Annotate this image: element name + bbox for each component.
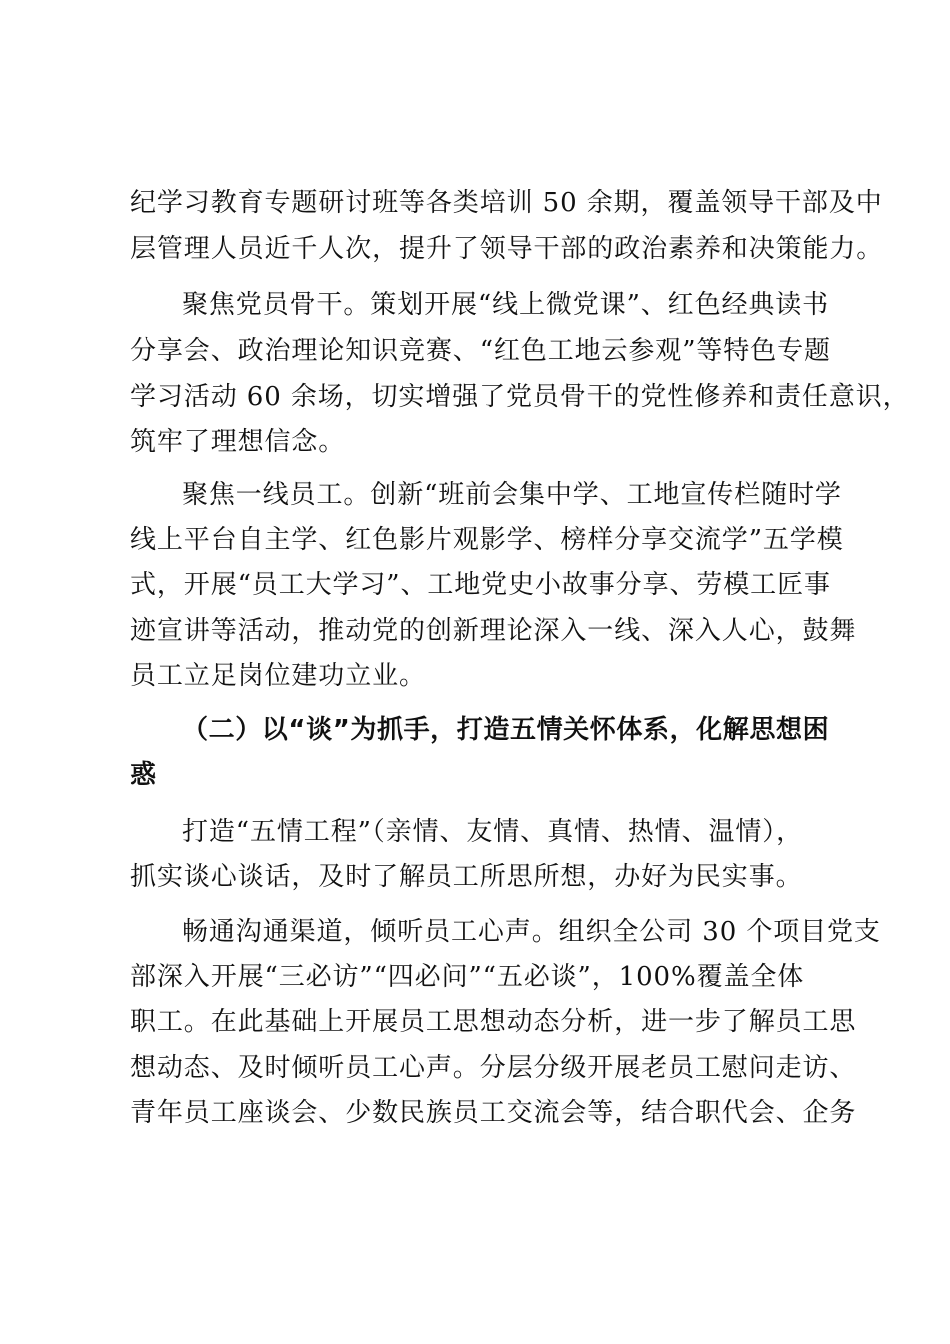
paragraph-5-line-1: 畅通沟通渠道，倾听员工心声。组织全公司 30 个项目党支: [182, 917, 881, 947]
paragraph-3-line-4: 迹宣讲等活动，推动党的创新理论深入一线、深入人心，鼓舞: [130, 616, 857, 646]
paragraph-2-line-3: 学习活动 60 余场，切实增强了党员骨干的党性修养和责任意识，: [130, 382, 910, 412]
section-heading-line-1: （二）以“谈”为抓手，打造五情关怀体系，化解思想困: [182, 715, 830, 745]
paragraph-2-line-4: 筑牢了理想信念。: [130, 427, 346, 457]
paragraph-3-line-2: 线上平台自主学、红色影片观影学、榜样分享交流学”五学模: [130, 525, 844, 555]
paragraph-1-line-1: 纪学习教育专题研讨班等各类培训 50 余期，覆盖领导干部及中: [130, 188, 883, 218]
section-heading-line-2: 惑: [130, 760, 157, 790]
paragraph-5-line-5: 青年员工座谈会、少数民族员工交流会等，结合职代会、企务: [130, 1098, 857, 1128]
paragraph-3-line-1: 聚焦一线员工。创新“班前会集中学、工地宣传栏随时学: [182, 480, 842, 510]
paragraph-1-line-2: 层管理人员近千人次，提升了领导干部的政治素养和决策能力。: [130, 234, 884, 264]
paragraph-4-line-2: 抓实谈心谈话，及时了解员工所思所想，办好为民实事。: [130, 862, 803, 892]
paragraph-5-line-3: 职工。在此基础上开展员工思想动态分析，进一步了解员工思: [130, 1007, 857, 1037]
paragraph-3-line-5: 员工立足岗位建功立业。: [130, 661, 426, 691]
paragraph-3-line-3: 式，开展“员工大学习”、工地党史小故事分享、劳模工匠事: [130, 570, 831, 600]
paragraph-2-line-1: 聚焦党员骨干。策划开展“线上微党课”、红色经典读书: [182, 290, 830, 320]
paragraph-5-line-2: 部深入开展“三必访”“四必问”“五必谈”，100%覆盖全体: [130, 962, 805, 992]
paragraph-4-line-1: 打造“五情工程”（亲情、友情、真情、热情、温情），: [182, 817, 804, 847]
paragraph-2-line-2: 分享会、政治理论知识竞赛、“红色工地云参观”等特色专题: [130, 336, 831, 366]
paragraph-5-line-4: 想动态、及时倾听员工心声。分层分级开展老员工慰问走访、: [130, 1053, 857, 1083]
